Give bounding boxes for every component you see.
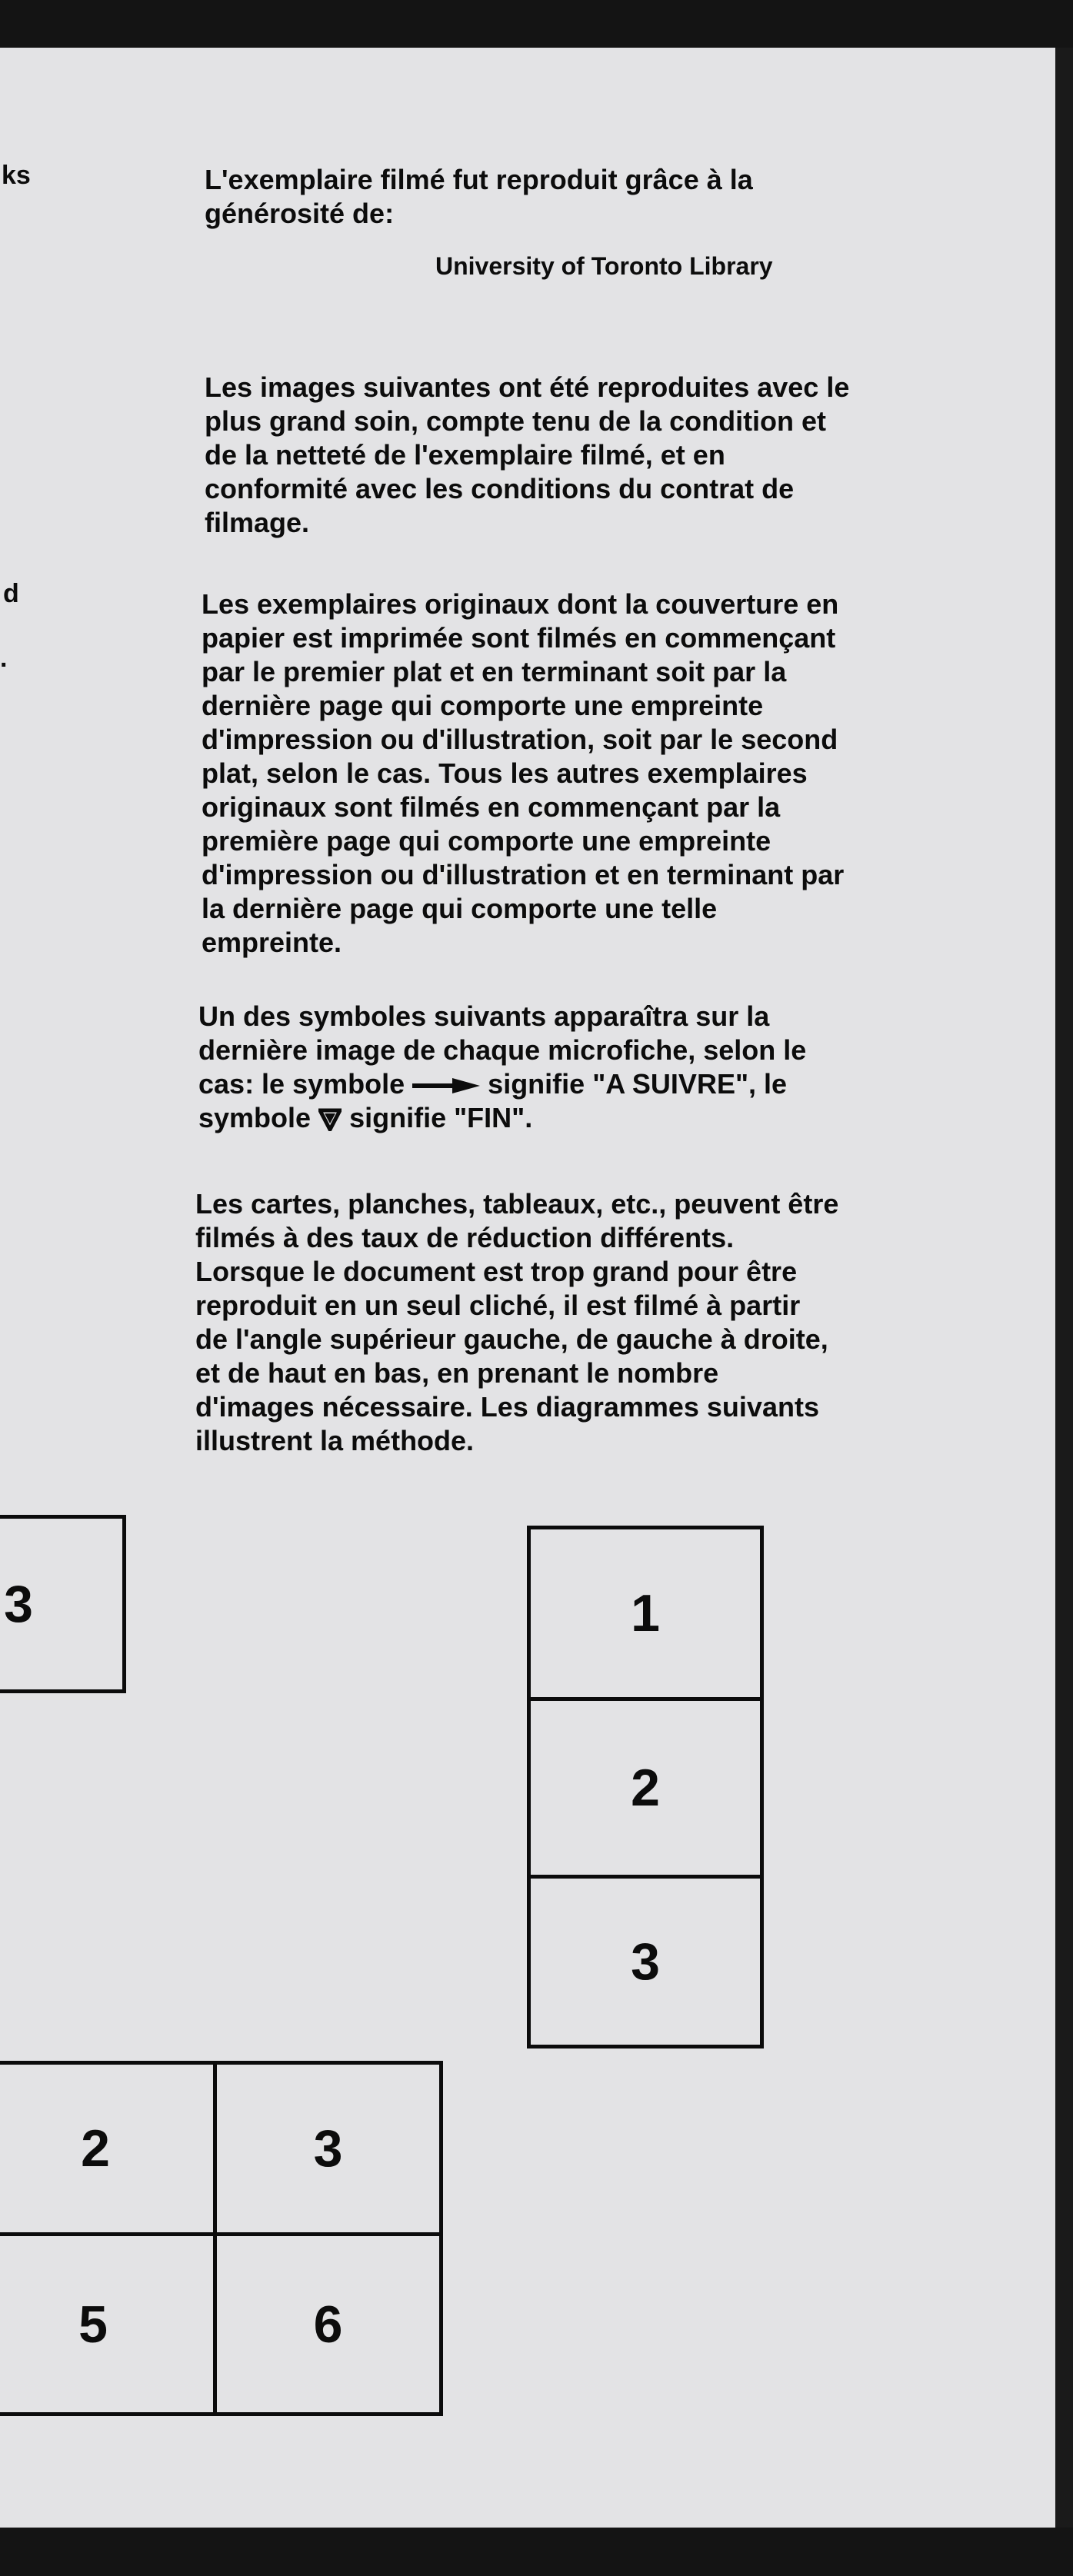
symbols-line-2: dernière image de chaque microfiche, selon le [198,1034,807,1066]
scan-border-top [0,0,1073,48]
edge-fragment-dot: . [0,644,8,673]
paragraph-images: Les images suivantes ont été reproduites avec le plus grand soin, compte tenu de la condition et de la netteté de l'exemplaire filmé, et en conformité avec les conditions du contrat de filmage. [205,371,850,538]
symbols-line-4-end: signifie "FIN". [349,1102,533,1133]
symbols-line-4 [198,1101,532,1135]
heading-line-2: générosité de: [205,198,395,229]
diagram-cell-6: 6 [313,2295,343,2354]
symbols-line-3-start: cas: le symbole [198,1068,405,1100]
symbols-line-3 [198,1067,787,1101]
diagram-cell-5: 5 [78,2295,108,2354]
scan-border-bottom [0,2528,1073,2576]
edge-fragment-top: ks [2,161,31,190]
arrow-right-icon [412,1077,480,1094]
heading-line-1: L'exemplaire filmé fut reproduit grâce à la [205,164,753,195]
symbols-line-3-end: signifie "A SUIVRE", le [488,1068,788,1100]
diagram-cell-3: 3 [631,1932,660,1991]
paragraph-maps: Les cartes, planches, tableaux, etc., peuvent être filmés à des taux de réduction différents. Lorsque le document est trop grand pour être reproduit en un seul cliché, il est filmé à partir de l'angle supérieur gauche, de gauche à droite, et de haut en bas, en prenant le nombre d'images nécessaire. Les diagrammes suivants illustrent la méthode. [195,1188,839,1456]
symbols-line-1: Un des symboles suivants apparaîtra sur la [198,1000,770,1032]
diagram-cell-1: 1 [631,1584,660,1642]
diagram-cell-2: 2 [631,1759,660,1817]
paragraph-originals: Les exemplaires originaux dont la couverture en papier est imprimée sont filmés en commençant par le premier plat et en terminant soit par la dernière page qui comporte une empreinte d'impression ou d'illustration, soit par le second plat, selon le cas. Tous les autres exemplaires originaux sont filmés en commençant par la première page qui comporte une empreinte d'impression ou d'illustration et en terminant par la dernière page qui comporte une telle empreinte. [202,588,845,958]
diagram-grid [0,2061,443,2416]
diagram-cell: 3 [4,1575,33,1633]
diagram-partial-top [0,1515,126,1693]
symbols-line-4-start: symbole [198,1102,312,1133]
diagram-cell-3: 3 [313,2119,343,2178]
diagram-vertical [527,1526,764,2048]
diagram-cell-2: 2 [81,2119,110,2178]
triangle-down-icon [318,1108,342,1131]
library-name: University of Toronto Library [435,252,773,280]
edge-fragment-middle: d [3,579,19,608]
scan-border-right [1055,48,1073,2528]
